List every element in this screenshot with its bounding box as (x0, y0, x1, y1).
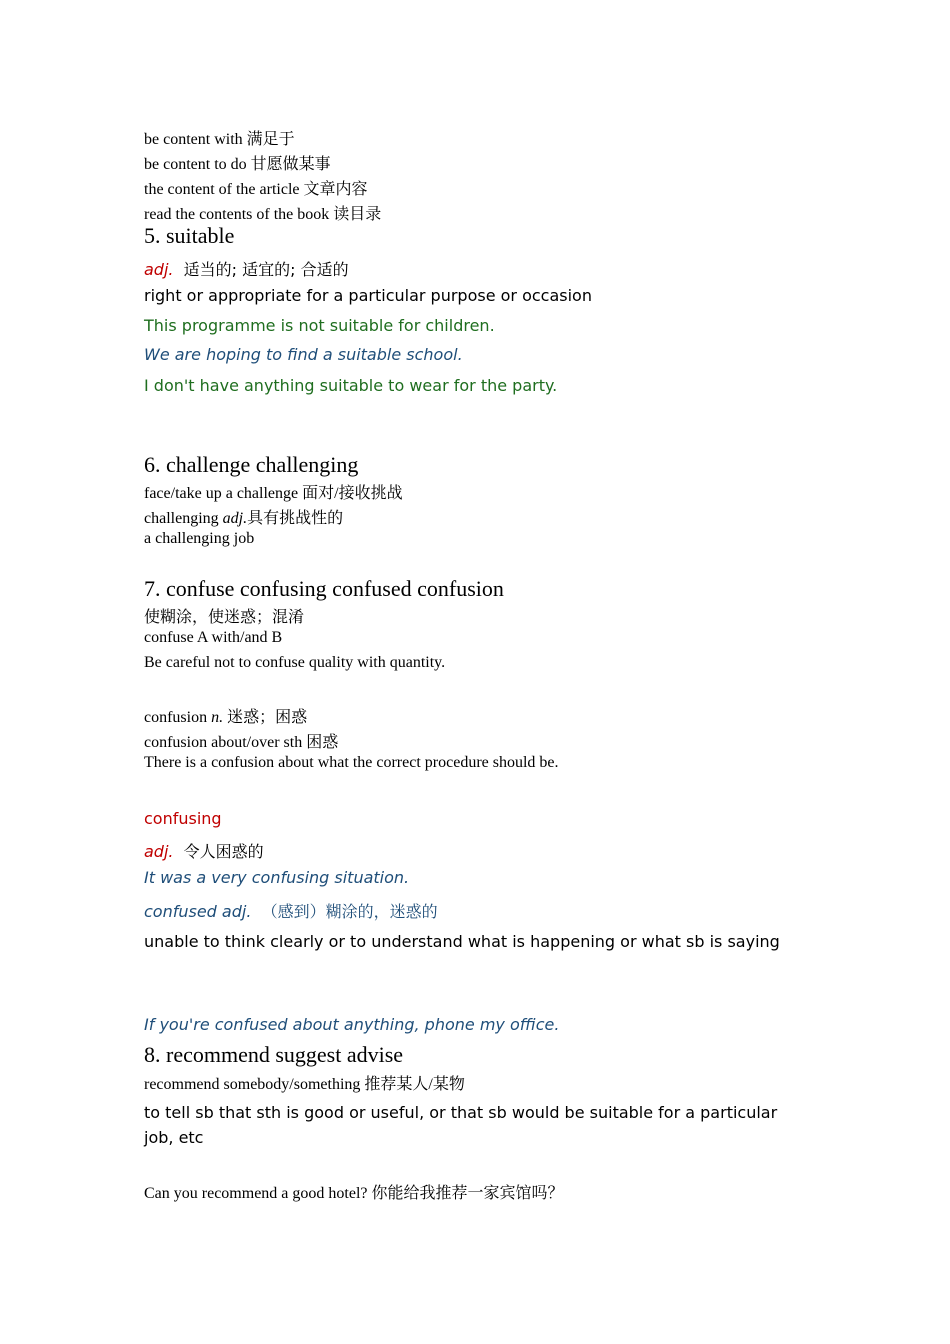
headword-confused (144, 899, 438, 922)
chinese-meaning: 迷惑；困惑 (223, 709, 308, 726)
phrase-line: face/take up a challenge 面对/接收挑战 (144, 485, 403, 502)
phrase-line: be content with 满足于 (144, 131, 295, 148)
phrase-line: the content of the article 文章内容 (144, 181, 368, 198)
chinese-meaning: 使糊涂，使迷惑；混淆 (144, 609, 305, 626)
example-sentence: There is a confusion about what the correct procedure should be. (144, 754, 559, 771)
definition: unable to think clearly or to understand what is happening or what sb is saying (144, 932, 780, 951)
pos-label: adj. (144, 260, 174, 279)
phrase-line: recommend somebody/something 推荐某人/某物 (144, 1076, 465, 1093)
phrase-line: confusion about/over sth 困惑 (144, 734, 339, 751)
example-sentence: It was a very confusing situation. (144, 868, 410, 887)
word: confusion (144, 709, 212, 726)
chinese-meaning: 糊涂的，迷惑的 (325, 904, 438, 921)
pos-label: adj. (144, 842, 174, 861)
section-heading-5: 5. suitable (144, 223, 235, 248)
pos-label: adj. (222, 510, 248, 527)
chinese-meaning: （感到） (261, 902, 326, 921)
example-sentence: This programme is not suitable for children. (144, 316, 495, 335)
word: challenging (144, 510, 223, 527)
section-heading-6: 6. challenge challenging (144, 452, 359, 477)
pos-label: n. (211, 709, 224, 726)
chinese-meaning: 适当的; 适宜的; 合适的 (183, 260, 349, 279)
part-of-speech-line (144, 839, 264, 862)
definition: right or appropriate for a particular purpose or occasion (144, 286, 592, 305)
section-heading-8: 8. recommend suggest advise (144, 1042, 404, 1067)
definition: to tell sb that sth is good or useful, or that sb would be suitable for a particular job, etc (144, 1103, 778, 1147)
word: confused adj. (144, 902, 252, 921)
phrase-line: be content to do 甘愿做某事 (144, 156, 331, 173)
phrase-line (144, 704, 307, 727)
headword-confusing: confusing (144, 809, 222, 828)
phrase-line (144, 505, 343, 528)
example-sentence: Be careful not to confuse quality with quantity. (144, 654, 446, 671)
chinese-meaning: 令人困惑的 (183, 842, 264, 861)
phrase-line: confuse A with/and B (144, 629, 283, 646)
phrase-line: a challenging job (144, 530, 255, 547)
example-sentence: I don't have anything suitable to wear for the party. (144, 376, 558, 395)
example-sentence: Can you recommend a good hotel? 你能给我推荐一家宾馆吗？ (144, 1185, 564, 1202)
example-sentence: We are hoping to find a suitable school. (144, 345, 463, 364)
chinese-meaning: 具有挑战性的 (247, 510, 344, 527)
part-of-speech-line (144, 257, 349, 280)
example-sentence: If you're confused about anything, phone my office. (144, 1015, 560, 1034)
section-heading-7: 7. confuse confusing confused confusion (144, 576, 504, 601)
phrase-line: read the contents of the book 读目录 (144, 206, 382, 223)
